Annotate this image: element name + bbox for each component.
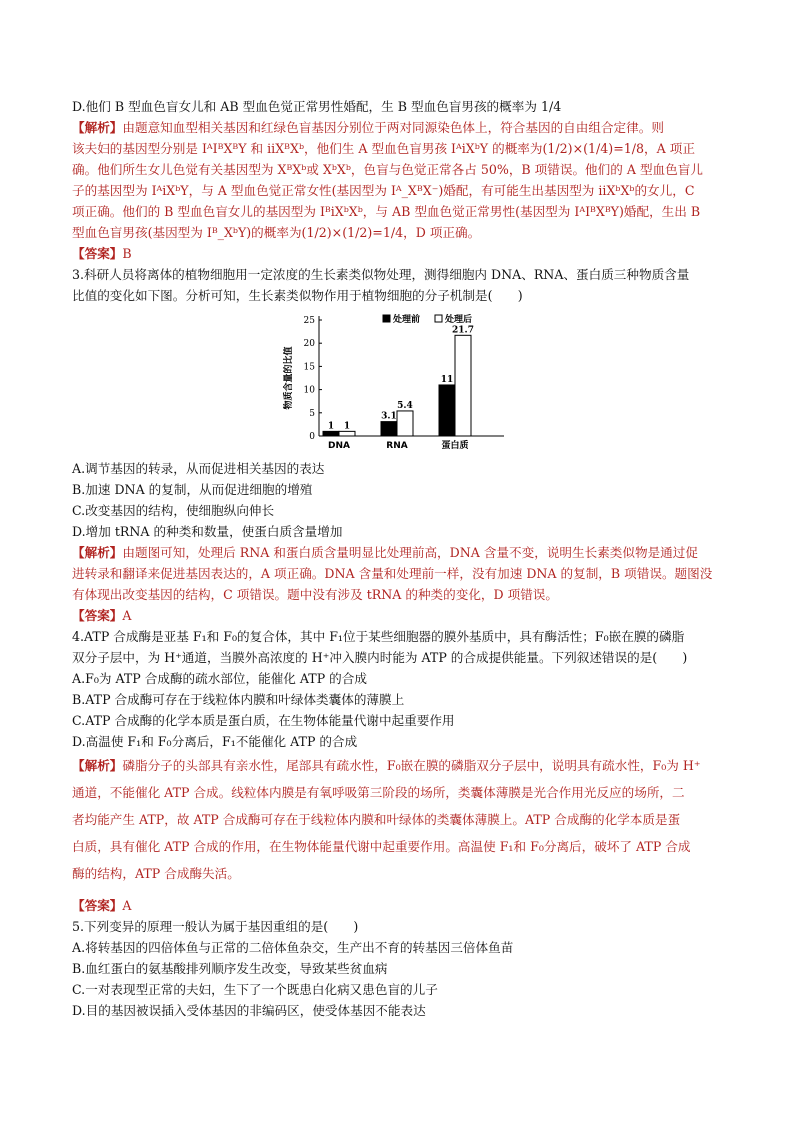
q4-option: D.高温使 F₁和 F₀分离后，F₁不能催化 ATP 的合成 [72, 734, 358, 749]
q3-option: D.增加 tRNA 的种类和数量，使蛋白质含量增加 [72, 524, 343, 539]
q2-analysis-line: 项正确。他们的 B 型血色盲女儿的基因型为 IᴮiXᵇXᵇ，与 AB 型血色觉正常男性(基因型为 IᴬIᴮXᴮY)婚配，生出 B [72, 204, 701, 219]
q5-stem: 5.下列变异的原理一般认为属于基因重组的是( ) [72, 919, 359, 934]
y-tick-label: 25 [303, 316, 315, 326]
y-axis-label: 物质含量的比值 [284, 346, 294, 410]
q4-analysis-line: 通道，不能催化 ATP 合成。线粒体内膜是有氧呼吸第三阶段的场所，类囊体薄膜是光合作用光反应的场所，二 [72, 785, 685, 800]
q2-option-d: D.他们 B 型血色盲女儿和 AB 型血色觉正常男性婚配，生 B 型血色盲男孩的概率为 1/4 [72, 99, 562, 114]
bar-before [323, 431, 339, 436]
q2-analysis-line: 【解析】由题意知血型相关基因和红绿色盲基因分别位于两对同源染色体上，符合基因的自由组合定律。则 [72, 120, 664, 135]
bar-value-label: 1 [343, 421, 351, 432]
q3-answer: 【答案】A [72, 608, 132, 623]
q4-analysis-line: 者均能产生 ATP，故 ATP 合成酶可存在于线粒体内膜和叶绿体的类囊体薄膜上。ATP 合成酶的化学本质是蛋 [72, 812, 681, 827]
q4-analysis-line: 白质，具有催化 ATP 合成的作用，在生物体能量代谢中起重要作用。高温使 F₁和 F₀分离后，破坏了 ATP 合成 [72, 839, 691, 854]
x-tick-label: RNA [386, 441, 408, 451]
bar-value-label: 1 [327, 421, 335, 432]
q3-option: B.加速 DNA 的复制，从而促进细胞的增殖 [72, 482, 313, 497]
bar-chart [72, 308, 726, 458]
q5-option: A.将转基因的四倍体鱼与正常的二倍体鱼杂交，生产出不育的转基因三倍体鱼苗 [72, 940, 514, 955]
x-tick-label: DNA [328, 441, 350, 451]
q3-stem: 比值的变化如下图。分析可知，生长素类似物作用于植物细胞的分子机制是( ) [72, 288, 523, 303]
answer-value: B [122, 246, 132, 261]
q5-option: C.一对表现型正常的夫妇，生下了一个既患白化病又患色盲的儿子 [72, 982, 438, 997]
legend-swatch-after [435, 315, 442, 322]
q4-stem: 双分子层中，为 H⁺通道，当膜外高浓度的 H⁺冲入膜内时能为 ATP 的合成提供能量。下列叙述错误的是( ) [72, 650, 688, 665]
q4-option: C.ATP 合成酶的化学本质是蛋白质，在生物体能量代谢中起重要作用 [72, 713, 455, 728]
answer-value: A [122, 608, 132, 623]
q4-analysis-line: 酶的结构，ATP 合成酶失活。 [72, 866, 240, 881]
analysis-tag: 【解析】 [72, 120, 123, 135]
x-tick-label: 蛋白质 [441, 441, 469, 451]
answer-value: A [122, 898, 132, 913]
bar-value-label: 3.1 [381, 411, 397, 422]
bar-after [339, 431, 355, 436]
q2-analysis-line: 该夫妇的基因型分别是 IᴬIᴮXᴮY 和 iiXᴮXᵇ，他们生 A 型血色盲男孩 IᴬiXᵇY 的概率为(1/2)×(1/4)=1/8，A 项正 [72, 141, 695, 156]
q4-answer: 【答案】A [72, 898, 132, 913]
q2-analysis-line: 子的基因型为 IᴬiXᵇY，与 A 型血色觉正常女性(基因型为 Iᴬ_XᴮX⁻)婚配，有可能生出基因型为 iiXᵇXᵇ的女儿，C [72, 183, 695, 198]
y-tick-label: 10 [303, 385, 315, 396]
legend-label-after: 处理后 [445, 315, 473, 325]
q4-option: A.F₀为 ATP 合成酶的疏水部位，能催化 ATP 的合成 [72, 671, 367, 686]
bar-value-label: 21.7 [452, 325, 474, 336]
q2-analysis-line: 型血色盲男孩(基因型为 Iᴮ_XᵇY)的概率为(1/2)×(1/2)=1/4，D 项正确。 [72, 225, 481, 240]
q3-analysis-line: 有体现出改变基因的结构，C 项错误。题中没有涉及 tRNA 的种类的变化，D 项错误。 [72, 587, 558, 602]
y-tick-label: 15 [303, 362, 315, 373]
bar-after [455, 335, 471, 436]
bar-after [397, 411, 413, 436]
bar-value-label: 11 [440, 374, 454, 385]
bar-before [439, 385, 455, 436]
q3-analysis-line: 【解析】由题图可知，处理后 RNA 和蛋白质含量明显比处理前高，DNA 含量不变，说明生长素类似物是通过促 [72, 545, 698, 560]
bar-before [381, 422, 397, 436]
q3-option: A.调节基因的转录，从而促进相关基因的表达 [72, 461, 325, 476]
legend-swatch-before [383, 315, 390, 322]
q2-analysis-line: 确。他们所生女儿色觉有关基因型为 XᴮXᵇ或 XᵇXᵇ，色盲与色觉正常各占 50%，B 项错误。他们的 A 型血色盲儿 [72, 162, 703, 177]
q3-option: C.改变基因的结构，使细胞纵向伸长 [72, 503, 275, 518]
q5-option: D.目的基因被误插入受体基因的非编码区，使受体基因不能表达 [72, 1003, 426, 1018]
y-tick-label: 5 [309, 408, 315, 419]
q4-analysis-line: 【解析】磷脂分子的头部具有亲水性，尾部具有疏水性，F₀嵌在膜的磷脂双分子层中，说明具有疏水性，F₀为 H⁺ [72, 758, 701, 773]
q4-option: B.ATP 合成酶可存在于线粒体内膜和叶绿体类囊体的薄膜上 [72, 692, 405, 707]
bar-value-label: 5.4 [397, 400, 413, 411]
q3-stem: 3.科研人员将离体的植物细胞用一定浓度的生长素类似物处理，测得细胞内 DNA、RNA、蛋白质三种物质含量 [72, 267, 690, 282]
q2-answer: 【答案】B [72, 246, 132, 261]
y-tick-label: 20 [303, 339, 315, 350]
document-page [72, 96, 726, 1021]
q3-analysis-line: 进转录和翻译来促进基因表达的，A 项正确。DNA 含量和处理前一样，没有加速 DNA 的复制，B 项错误。题图没 [72, 566, 713, 581]
y-tick-label: 0 [309, 432, 315, 442]
legend-label-before: 处理前 [393, 315, 421, 325]
q5-option: B.血红蛋白的氨基酸排列顺序发生改变，导致某些贫血病 [72, 961, 388, 976]
q4-stem: 4.ATP 合成酶是亚基 F₁和 F₀的复合体，其中 F₁位于某些细胞器的膜外基质中，具有酶活性；F₀嵌在膜的磷脂 [72, 629, 685, 644]
bar-chart-svg [281, 308, 591, 458]
